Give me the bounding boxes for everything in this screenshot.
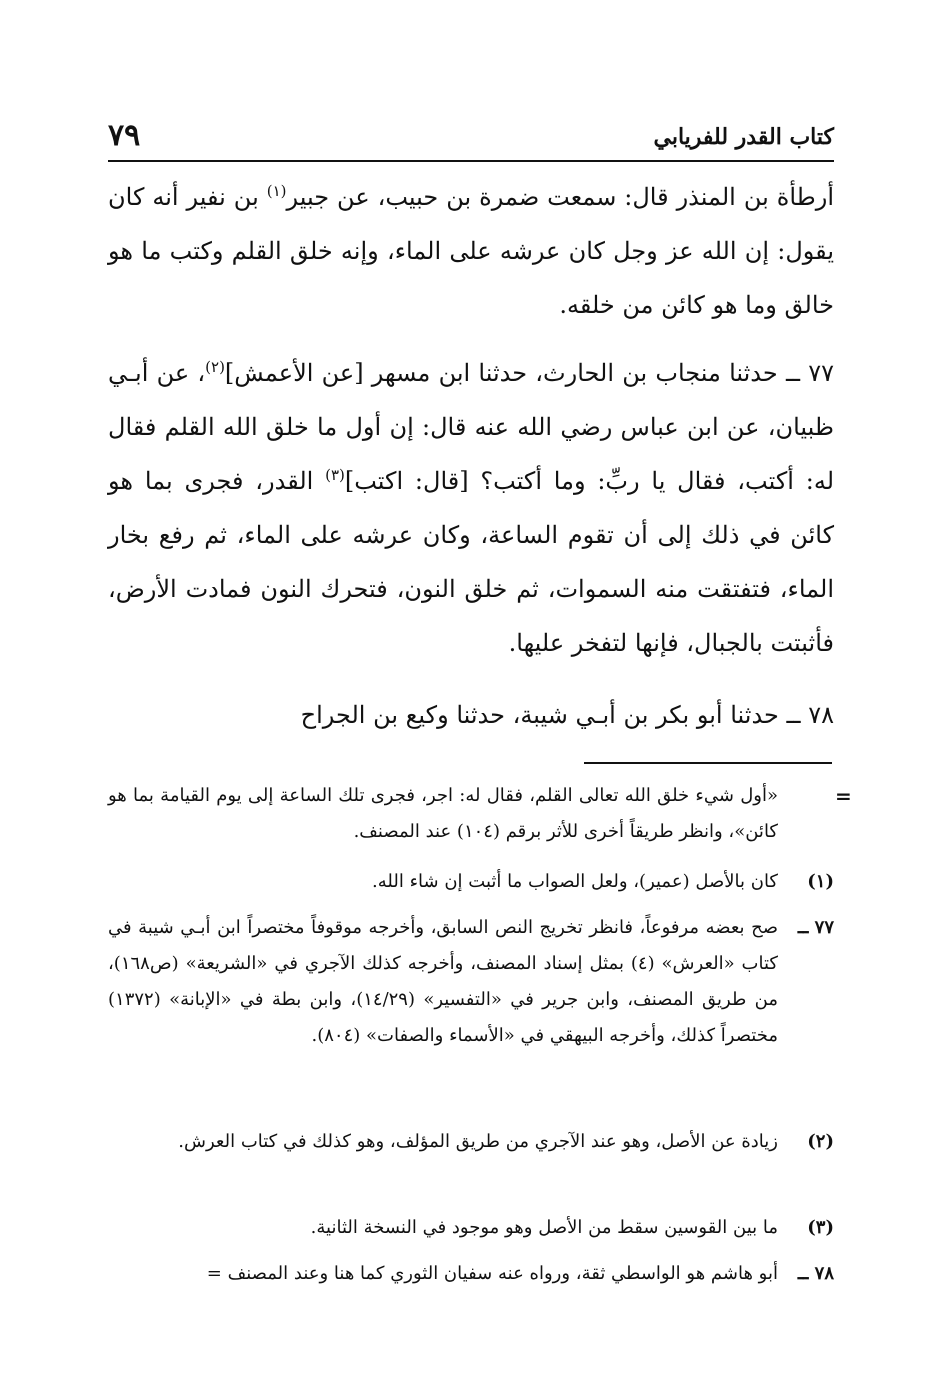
footnote-continuation xyxy=(108,778,834,850)
footnote-78 xyxy=(108,1256,834,1292)
footnote-ref-1[interactable]: (١) xyxy=(266,182,287,200)
footnote-marker-spacer xyxy=(778,778,834,850)
paragraph-text: أرطأة بن المنذر قال: سمعت ضمرة بن حبيب، عن جبير xyxy=(286,183,834,211)
footnote-text: ما بين القوسين سقط من الأصل وهو موجود في النسخة الثانية. xyxy=(310,1217,778,1238)
footnote-text: أبو هاشم هو الواسطي ثقة، ورواه عنه سفيان الثوري كما هنا وعند المصنف = xyxy=(206,1263,778,1284)
paragraph-77 xyxy=(108,346,834,670)
footnote-text: زيادة عن الأصل، وهو عند الآجري من طريق المؤلف، وهو كذلك في كتاب العرش. xyxy=(178,1131,778,1152)
footnote-3 xyxy=(108,1210,834,1246)
footnote-separator xyxy=(584,762,832,764)
footnote-text: صح بعضه مرفوعاً، فانظر تخريج النص السابق، وأخرجه موقوفاً مختصراً ابن أبـي شيبة في كتاب «العرش» (٤) بمثل إسناد المصنف، وأخرجه كذلك الآجري في «الشريعة» (ص١٦٨)، من طريق المصنف، وابن جرير في «التفسير» (١٤/٢٩)، وابن بطة في «الإبانة» (١٣٧٢) مختصراً كذلك، وأخرجه البيهقي في «الأسماء والصفات» (٨٠٤). xyxy=(108,917,778,1046)
paragraph-text: ٧٧ ــ حدثنا منجاب بن الحارث، حدثنا ابن مسهر [عن الأعمش] xyxy=(224,359,834,387)
footnote-ref-2[interactable]: (٢) xyxy=(205,358,225,376)
paragraph-text: ، عن أبـي ظبيان، عن ابن عباس رضي الله عنه قال: إن أول ما خلق الله القلم فقال له: أكتب، فقال يا ربِّ: وما أكتب؟ [قال: اكتب] xyxy=(108,359,834,495)
footnote-marker: ٧٧ ــ xyxy=(797,917,834,938)
footnote-marker: ٧٨ ــ xyxy=(797,1263,834,1284)
footnote-2 xyxy=(108,1124,834,1160)
paragraph-78 xyxy=(108,688,834,742)
paragraph-continuation xyxy=(108,170,834,332)
page-number: ٧٩ xyxy=(108,118,141,153)
footnote-marker: (١) xyxy=(807,871,834,892)
footnote-marker: (٣) xyxy=(807,1217,834,1238)
book-title: كتاب القدر للفريابي xyxy=(653,124,834,150)
running-header xyxy=(108,118,834,158)
header-rule xyxy=(108,160,834,162)
paragraph-text: ٧٨ ــ حدثنا أبو بكر بن أبـي شيبة، حدثنا وكيع بن الجراح xyxy=(300,701,834,729)
footnote-1 xyxy=(108,864,834,900)
paragraph-text: القدر، فجرى بما هو كائن في ذلك إلى أن تقوم الساعة، وكان عرشه على الماء، ثم رفع بخار الماء، فتفتقت منه السموات، ثم خلق النون، فتحرك النون فمادت الأرض، فأثبتت بالجبال، فإنها لتفخر عليها. xyxy=(108,467,834,657)
continuation-marker: = xyxy=(835,784,852,808)
footnote-text: كان بالأصل (عمير)، ولعل الصواب ما أثبت إن شاء الله. xyxy=(372,871,778,892)
footnote-77 xyxy=(108,910,834,1054)
paragraph-text: بن نفير أنه كان يقول: إن الله عز وجل كان عرشه على الماء، وإنه خلق القلم وكتب ما هو خالق وما هو كائن من خلقه. xyxy=(108,183,834,319)
footnote-marker: (٢) xyxy=(807,1131,834,1152)
footnote-text: «أول شيء خلق الله تعالى القلم، فقال له: اجر، فجرى تلك الساعة إلى يوم القيامة بما هو كائن»، وانظر طريقاً أخرى للأثر برقم (١٠٤) عند المصنف. xyxy=(108,785,778,842)
footnote-ref-3[interactable]: (٣) xyxy=(325,466,345,484)
